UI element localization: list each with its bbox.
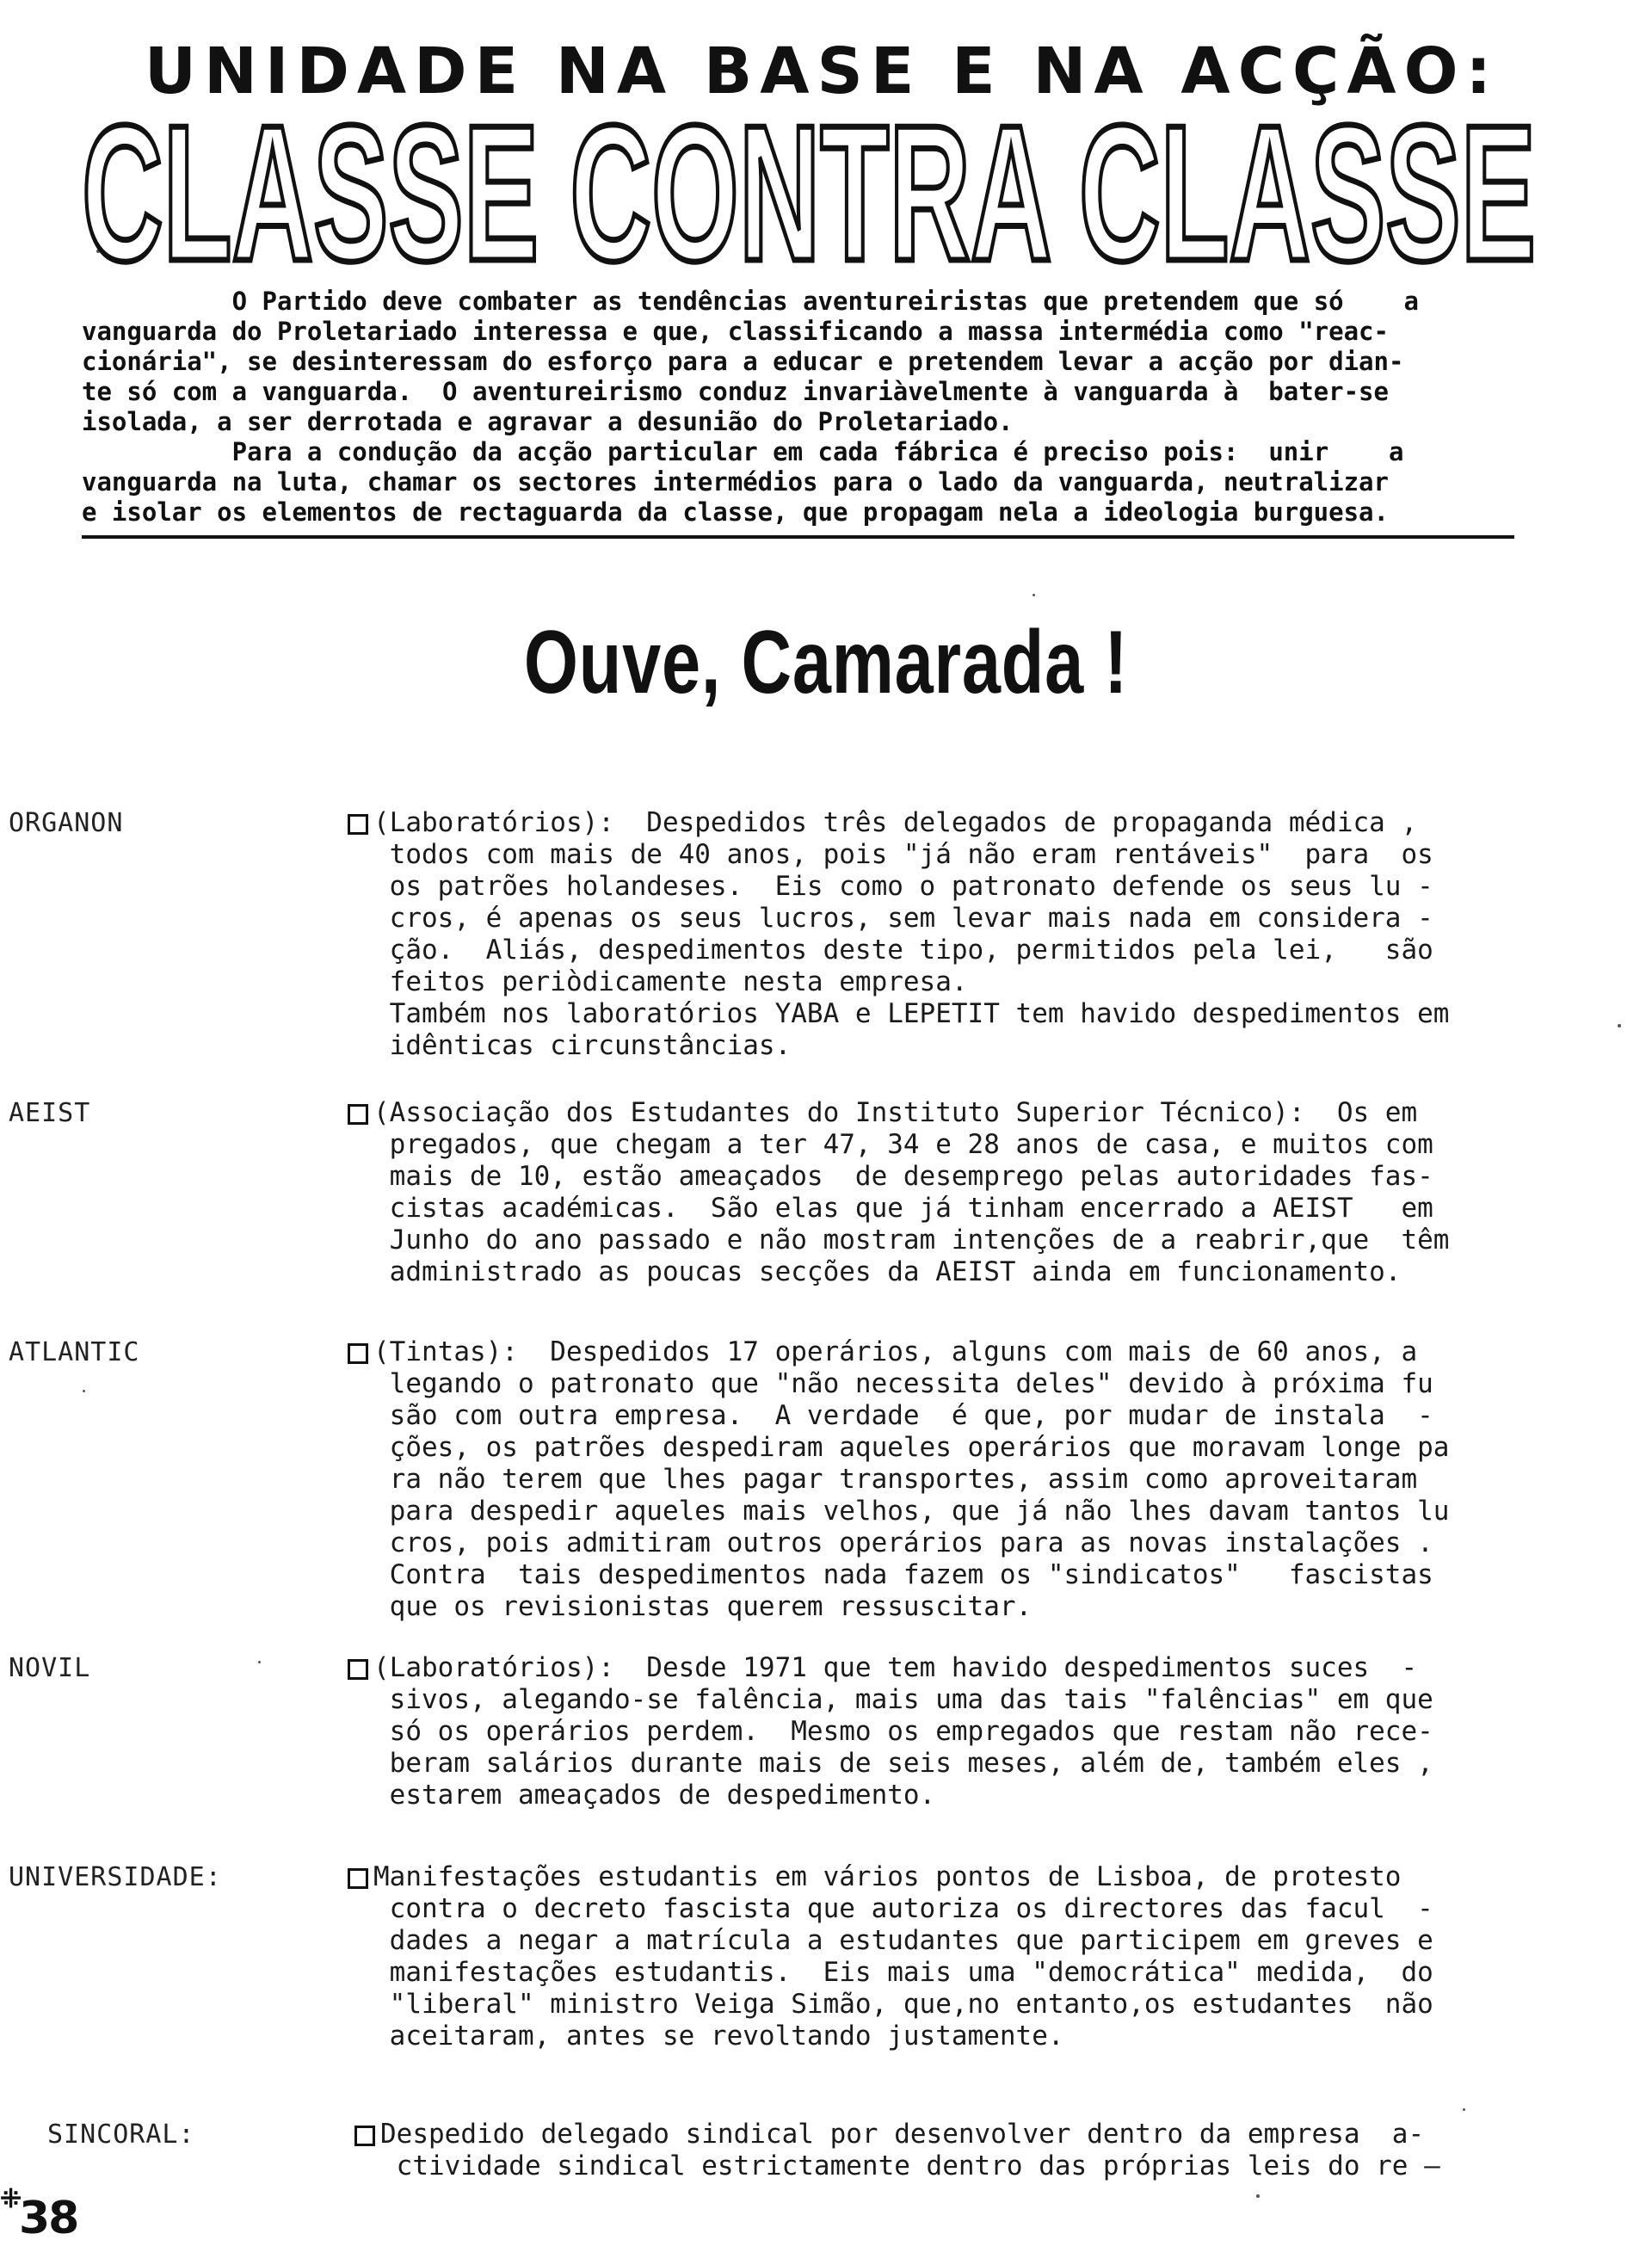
news-line: Manifestações estudantis em vários pontos de Lisboa, de protesto <box>373 1861 1402 1892</box>
news-line: feitos periòdicamente nesta empresa. <box>373 966 968 997</box>
checkbox-icon <box>348 814 368 835</box>
news-line: cros, pois admitiram outros operários para as novas instalações . <box>373 1527 1433 1558</box>
news-label: ATLANTIC <box>9 1337 140 1367</box>
news-line: cistas académicas. São elas que já tinham encerrado a AEIST em <box>373 1193 1433 1224</box>
main-title-text: CLASSE CONTRA CLASSE <box>82 112 1536 271</box>
news-line: todos com mais de 40 anos, pois "já não eram rentáveis" para os <box>373 839 1433 870</box>
main-title <box>77 112 1540 271</box>
news-body <box>380 2119 1559 2182</box>
news-line: legando o patronato que "não necessita deles" devido à próxima fu <box>373 1368 1433 1399</box>
news-line: contra o decreto fascista que autoriza os directores das facul - <box>373 1893 1433 1924</box>
news-label: NOVIL <box>9 1653 91 1683</box>
intro-text <box>82 287 1514 528</box>
scan-speck <box>1032 594 1035 596</box>
news-body <box>373 807 1552 1062</box>
news-body <box>373 1336 1552 1623</box>
intro-paragraph: Para a condução da acção particular em cada fábrica é preciso pois: unir a vanguarda na luta, chamar os sectores intermédios para o lado da vanguarda, neutralizar e isolar os elementos de rectaguarda da classe, que propagam nela a ideologia burguesa. <box>82 437 1404 527</box>
scan-speck <box>83 1390 85 1392</box>
news-line: Contra tais despedimentos nada fazem os "sindicatos" fascistas <box>373 1559 1433 1590</box>
news-line: administrado as poucas secções da AEIST ainda em funcionamento. <box>373 1256 1402 1287</box>
news-line: ção. Aliás, despedimentos deste tipo, permitidos pela lei, são <box>373 935 1433 966</box>
page-number: 38 <box>19 2193 78 2244</box>
news-body <box>373 1097 1552 1288</box>
news-line: ções, os patrões despediram aqueles operários que moravam longe pa <box>373 1432 1450 1463</box>
news-body <box>373 1861 1552 2052</box>
news-line: (Associação dos Estudantes do Instituto Superior Técnico): Os em <box>373 1097 1418 1128</box>
scan-speck <box>258 1661 261 1663</box>
intro-divider <box>82 535 1514 539</box>
news-line: os patrões holandeses. Eis como o patronato defende os seus lu - <box>373 871 1433 902</box>
news-line: (Laboratórios): Despedidos três delegados de propaganda médica , <box>373 807 1418 838</box>
news-body <box>373 1652 1552 1811</box>
checkbox-icon <box>348 1868 368 1889</box>
checkbox-icon <box>348 1104 368 1125</box>
news-line: dades a negar a matrícula a estudantes que participem em greves e <box>373 1925 1433 1956</box>
scan-speck <box>1256 2194 1260 2198</box>
news-line: sivos, alegando-se falência, mais uma das tais "falências" em que <box>373 1684 1433 1715</box>
news-line: que os revisionistas querem ressuscitar. <box>373 1591 1032 1622</box>
checkbox-icon <box>348 1659 368 1680</box>
news-line: são com outra empresa. A verdade é que, por mudar de instala - <box>373 1400 1433 1431</box>
news-line: (Tintas): Despedidos 17 operários, alguns com mais de 60 anos, a <box>373 1336 1418 1367</box>
scan-speck <box>1463 2108 1465 2111</box>
news-line: ra não terem que lhes pagar transportes, assim como aproveitaram <box>373 1464 1418 1495</box>
news-label: AEIST <box>9 1098 91 1128</box>
news-line: mais de 10, estão ameaçados de desemprego pelas autoridades fas- <box>373 1161 1433 1192</box>
margin-mark-icon: ⁜ <box>0 2184 22 2214</box>
news-line: manifestações estudantis. Eis mais uma "democrática" medida, do <box>373 1957 1433 1988</box>
news-line: estarem ameaçados de despedimento. <box>373 1780 936 1811</box>
scan-speck <box>1618 1024 1621 1027</box>
news-line: idênticas circunstâncias. <box>373 1030 792 1061</box>
news-line: Despedido delegado sindical por desenvolver dentro da empresa a- <box>380 2119 1425 2150</box>
news-label: UNIVERSIDADE: <box>9 1862 222 1892</box>
kicker-heading: UNIDADE NA BASE E NA ACÇÃO: <box>144 34 1500 108</box>
news-line: beram salários durante mais de seis meses, além de, também eles , <box>373 1748 1433 1779</box>
news-line: (Laboratórios): Desde 1971 que tem havido despedimentos suces - <box>373 1652 1418 1683</box>
intro-paragraph: O Partido deve combater as tendências aventureiristas que pretendem que só a vanguarda do Proletariado interessa e que, classificando a massa intermédia como "reac- cionária", se desinteressam do esforço para a educar e pretendem levar a acção por dian- te só com a vanguarda. O aventureirismo conduz invariàvelmente à vanguarda à bater-se isolada, a ser derrotada e agravar a desunião do Proletariado. <box>82 287 1419 436</box>
checkbox-icon <box>348 1343 368 1364</box>
news-line: pregados, que chegam a ter 47, 34 e 28 anos de casa, e muitos com <box>373 1129 1433 1160</box>
news-line: Também nos laboratórios YABA e LEPETIT tem havido despedimentos em <box>373 998 1450 1029</box>
checkbox-icon <box>354 2126 375 2146</box>
news-line: para despedir aqueles mais velhos, que já não lhes davam tantos lu <box>373 1496 1450 1527</box>
news-line: aceitaram, antes se revoltando justamente. <box>373 2021 1064 2052</box>
news-label: SINCORAL: <box>47 2120 195 2150</box>
headline: Ouve, Camarada ! <box>523 613 1129 713</box>
news-line: só os operários perdem. Mesmo os empregados que restam não rece- <box>373 1716 1433 1747</box>
news-line: Junho do ano passado e não mostram intenções de a reabrir,que têm <box>373 1225 1450 1256</box>
news-label: ORGANON <box>9 808 124 838</box>
news-line: ctividade sindical estrictamente dentro das próprias leis do re — <box>380 2150 1440 2181</box>
news-line: cros, é apenas os seus lucros, sem levar mais nada em considera - <box>373 903 1433 934</box>
news-line: "liberal" ministro Veiga Simão, que,no entanto,os estudantes não <box>373 1989 1433 2020</box>
